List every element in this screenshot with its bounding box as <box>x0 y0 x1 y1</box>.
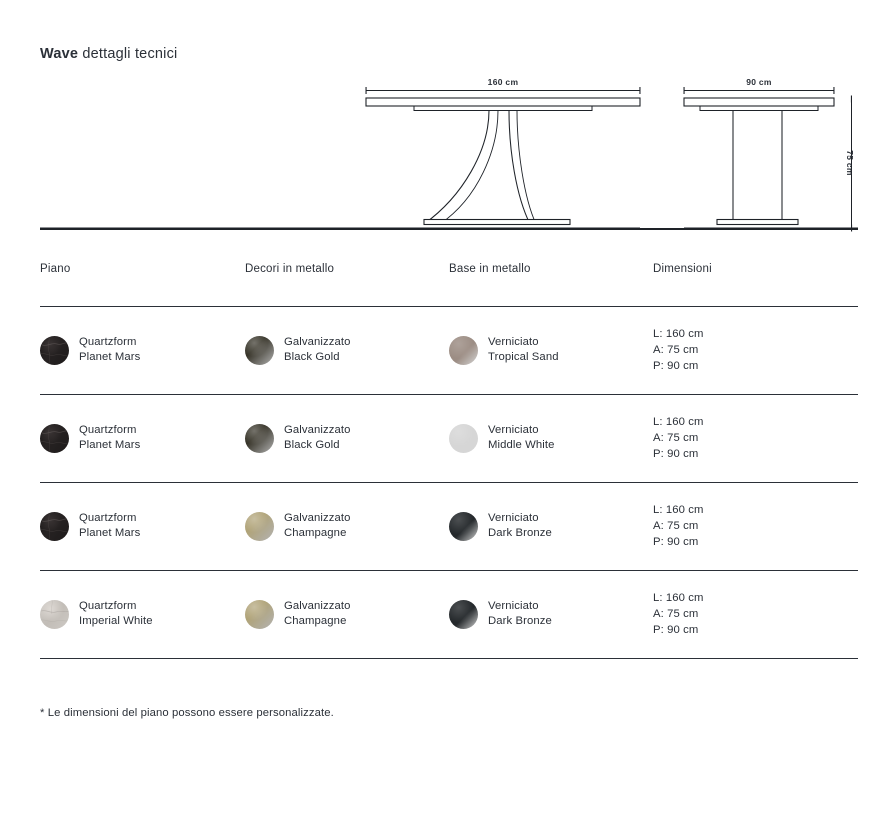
dimension-length: L: 160 cm <box>653 328 704 341</box>
material-line-1: Quartzform <box>79 511 137 524</box>
column-header-piano: Piano <box>40 262 71 275</box>
material-label-piano <box>79 599 153 630</box>
page-subtitle: dettagli tecnici <box>78 46 178 62</box>
technical-drawings <box>0 0 896 240</box>
cell-base <box>449 511 653 542</box>
swatch-piano <box>40 336 69 365</box>
cell-dimensioni <box>653 326 858 374</box>
cell-piano <box>40 599 245 630</box>
table-header-row <box>40 230 858 306</box>
side-elevation-group <box>684 77 858 228</box>
swatch-piano <box>40 424 69 453</box>
side-width-label: 90 cm <box>746 77 772 87</box>
material-line-1: Galvanizzato <box>284 511 351 524</box>
cell-decori <box>245 423 449 454</box>
material-label-piano <box>79 511 140 542</box>
table-row <box>40 571 858 658</box>
material-line-2: Planet Mars <box>79 527 141 540</box>
material-line-2: Imperial White <box>79 615 153 628</box>
material-line-2: Champagne <box>284 527 347 540</box>
swatch-piano <box>40 600 69 629</box>
material-line-1: Galvanizzato <box>284 335 351 348</box>
drawings-svg <box>0 0 896 240</box>
swatch-veining <box>40 336 69 365</box>
swatch-decori <box>245 512 274 541</box>
material-line-2: Black Gold <box>284 351 340 364</box>
cell-decori <box>245 599 449 630</box>
material-label-base <box>488 423 555 454</box>
cell-base <box>449 599 653 630</box>
material-label-piano <box>79 335 140 366</box>
material-line-1: Galvanizzato <box>284 599 351 612</box>
material-label-base <box>488 511 552 542</box>
cell-decori <box>245 511 449 542</box>
footnote: * Le dimensioni del piano possono essere personalizzate. <box>40 707 334 719</box>
material-line-2: Planet Mars <box>79 439 141 452</box>
dimension-depth: P: 90 cm <box>653 624 699 637</box>
dimension-height: A: 75 cm <box>653 344 699 357</box>
dimension-depth: P: 90 cm <box>653 536 699 549</box>
material-label-decori <box>284 335 351 366</box>
material-line-1: Quartzform <box>79 599 137 612</box>
swatch-decori <box>245 600 274 629</box>
material-line-2: Dark Bronze <box>488 615 552 628</box>
table-row <box>40 483 858 570</box>
swatch-base <box>449 424 478 453</box>
material-line-1: Verniciato <box>488 335 539 348</box>
dimension-height: A: 75 cm <box>653 432 699 445</box>
swatch-base <box>449 512 478 541</box>
front-elevation-group <box>40 77 640 228</box>
materials-table <box>40 228 858 659</box>
table-row <box>40 307 858 394</box>
material-line-1: Verniciato <box>488 511 539 524</box>
material-line-1: Verniciato <box>488 599 539 612</box>
swatch-base <box>449 336 478 365</box>
dimension-height: A: 75 cm <box>653 520 699 533</box>
dimension-length: L: 160 cm <box>653 592 704 605</box>
cell-decori <box>245 335 449 366</box>
table-bottom-rule <box>40 658 858 659</box>
cell-base <box>449 423 653 454</box>
product-name: Wave <box>40 46 79 62</box>
material-line-1: Quartzform <box>79 335 137 348</box>
material-label-base <box>488 599 552 630</box>
material-line-2: Tropical Sand <box>488 351 559 364</box>
dimension-height: A: 75 cm <box>653 608 699 621</box>
material-label-decori <box>284 423 351 454</box>
table-row <box>40 395 858 482</box>
cell-dimensioni <box>653 590 858 638</box>
swatch-veining <box>40 600 69 629</box>
swatch-piano <box>40 512 69 541</box>
column-header-decori: Decori in metallo <box>245 262 335 275</box>
column-header-dimensioni: Dimensioni <box>653 262 712 275</box>
material-line-2: Black Gold <box>284 439 340 452</box>
material-line-2: Middle White <box>488 439 555 452</box>
dimension-length: L: 160 cm <box>653 416 704 429</box>
material-label-decori <box>284 511 351 542</box>
material-line-1: Verniciato <box>488 423 539 436</box>
material-line-1: Quartzform <box>79 423 137 436</box>
dimension-length: L: 160 cm <box>653 504 704 517</box>
material-line-1: Galvanizzato <box>284 423 351 436</box>
cell-dimensioni <box>653 502 858 550</box>
column-header-base: Base in metallo <box>449 262 531 275</box>
swatch-decori <box>245 336 274 365</box>
swatch-decori <box>245 424 274 453</box>
material-label-base <box>488 335 559 366</box>
front-width-label: 160 cm <box>487 77 519 87</box>
dimension-depth: P: 90 cm <box>653 360 699 373</box>
cell-piano <box>40 423 245 454</box>
material-label-decori <box>284 599 351 630</box>
swatch-base <box>449 600 478 629</box>
material-line-2: Dark Bronze <box>488 527 552 540</box>
side-height-label: 75 cm <box>845 150 855 176</box>
cell-piano <box>40 335 245 366</box>
cell-base <box>449 335 653 366</box>
material-label-piano <box>79 423 140 454</box>
dimension-depth: P: 90 cm <box>653 448 699 461</box>
cell-piano <box>40 511 245 542</box>
cell-dimensioni <box>653 414 858 462</box>
material-line-2: Planet Mars <box>79 351 141 364</box>
material-line-2: Champagne <box>284 615 347 628</box>
swatch-veining <box>40 424 69 453</box>
swatch-veining <box>40 512 69 541</box>
